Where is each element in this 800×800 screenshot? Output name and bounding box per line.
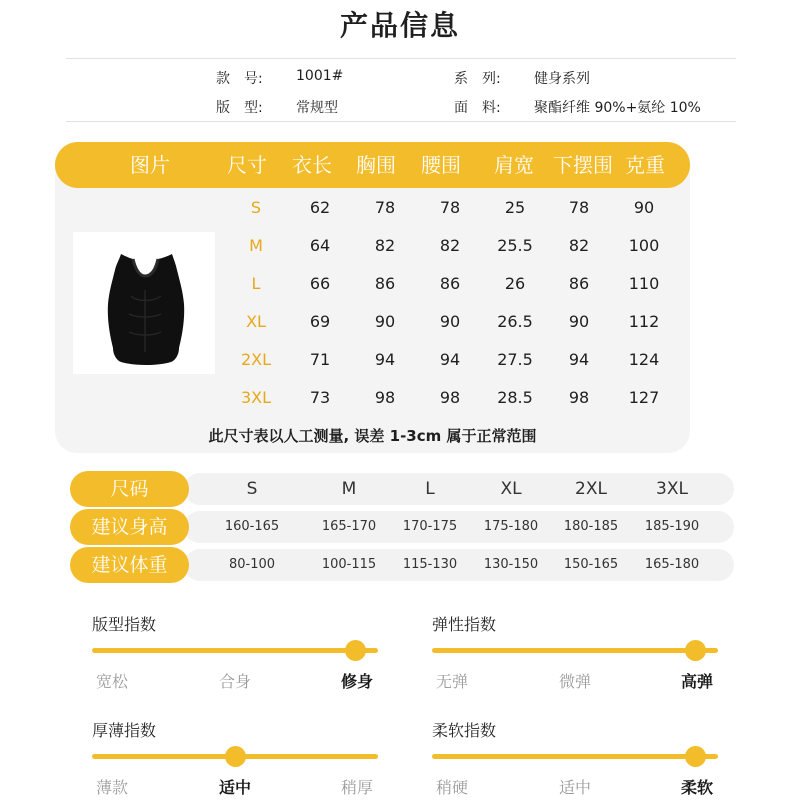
rec-value: 115-130 [402,557,458,572]
header-image: 图片 [130,153,170,177]
info-value-fit: 常规型 [296,100,338,116]
cell-waist: 94 [439,350,461,369]
rec-row-weight [70,547,734,583]
cell-weight: 100 [628,236,660,255]
table-row [55,228,690,264]
cell-length: 71 [309,350,331,369]
index-marker [345,640,366,661]
rec-label-size: 尺码 [70,471,189,507]
index-label: 柔软 [680,778,713,797]
table-row [55,380,690,416]
size-table-header [55,142,690,188]
index-track [432,754,718,759]
index-label: 合身 [218,672,251,691]
index-label: 稍厚 [340,778,373,797]
cell-length: 62 [309,198,331,217]
rec-value: 80-100 [228,557,276,572]
index-label: 适中 [218,778,251,797]
cell-weight: 110 [628,274,660,293]
elasticity-index [432,612,722,692]
rec-value: 175-180 [483,519,539,534]
rec-value: 150-165 [563,557,619,572]
rec-value: S [246,479,258,499]
measurement-note: 此尺寸表以人工测量, 误差 1-3cm 属于正常范围 [208,427,537,445]
cell-weight: 127 [628,388,660,407]
cell-chest: 94 [374,350,396,369]
info-label-style-no: 款 号: [216,71,263,87]
index-label: 适中 [558,778,591,797]
info-value-fabric: 聚酯纤维 90%+氨纶 10% [534,100,701,116]
index-track [92,648,378,653]
index-label: 稍硬 [435,778,468,797]
info-label-series: 系 列: [454,71,501,87]
header-shoulder: 肩宽 [494,153,534,177]
index-label: 高弹 [680,672,713,691]
page-title: 产品信息 [339,9,460,42]
elasticity-index-title: 弹性指数 [432,615,497,634]
cell-hem: 94 [568,350,590,369]
cell-size: L [251,274,261,293]
cell-chest: 82 [374,236,396,255]
table-row [55,304,690,340]
cell-chest: 78 [374,198,396,217]
cell-weight: 112 [628,312,660,331]
rec-value: 100-115 [321,557,377,572]
rec-value: 160-165 [224,519,280,534]
cell-size: 2XL [240,350,272,369]
table-row [55,266,690,302]
cell-shoulder: 26 [504,274,526,293]
cell-length: 64 [309,236,331,255]
cell-size: XL [246,312,266,331]
softness-index-title: 柔软指数 [432,721,497,740]
rec-value: 180-185 [563,519,619,534]
index-track [432,648,718,653]
cell-hem: 90 [568,312,590,331]
fit-index-title: 版型指数 [92,615,157,634]
index-marker [685,746,706,767]
cell-shoulder: 25 [504,198,526,217]
info-value-series: 健身系列 [534,71,590,87]
thickness-index [92,718,382,798]
rec-row-height [70,509,734,545]
cell-weight: 124 [628,350,660,369]
cell-shoulder: 26.5 [497,312,533,331]
rec-value: 3XL [656,479,688,499]
softness-index [432,718,722,798]
cell-waist: 98 [439,388,461,407]
index-label: 修身 [340,672,373,691]
cell-size: 3XL [240,388,272,407]
info-label-fabric: 面 料: [454,100,501,116]
cell-hem: 82 [568,236,590,255]
header-hem: 下摆围 [553,153,613,177]
rec-value: 2XL [575,479,607,499]
rec-value: 170-175 [402,519,458,534]
cell-weight: 90 [633,198,655,217]
rec-value: L [425,479,435,499]
cell-waist: 78 [439,198,461,217]
header-size: 尺寸 [227,153,267,177]
product-info [66,58,736,122]
rec-value: XL [500,479,522,499]
cell-shoulder: 28.5 [497,388,533,407]
info-value-style-no: 1001# [296,68,344,84]
header-length: 衣长 [292,153,332,177]
header-weight: 克重 [625,153,665,177]
cell-chest: 90 [374,312,396,331]
index-label: 无弹 [435,672,468,691]
size-table [55,142,690,453]
rec-row-size [70,471,734,507]
fit-index [92,612,382,692]
cell-length: 66 [309,274,331,293]
cell-waist: 86 [439,274,461,293]
cell-length: 69 [309,312,331,331]
index-marker [685,640,706,661]
index-label: 宽松 [95,672,128,691]
header-waist: 腰围 [421,153,461,177]
cell-chest: 86 [374,274,396,293]
cell-hem: 78 [568,198,590,217]
cell-length: 73 [309,388,331,407]
rec-value: 185-190 [644,519,700,534]
cell-shoulder: 27.5 [497,350,533,369]
table-row [55,342,690,378]
cell-size: S [250,198,262,217]
rec-label-weight: 建议体重 [70,547,189,583]
rec-value: M [341,479,357,499]
table-row [55,190,690,226]
header-chest: 胸围 [356,153,396,177]
info-label-fit: 版 型: [216,100,263,116]
index-label: 微弹 [558,672,591,691]
index-label: 薄款 [95,778,128,797]
cell-hem: 98 [568,388,590,407]
cell-shoulder: 25.5 [497,236,533,255]
cell-hem: 86 [568,274,590,293]
cell-size: M [249,236,263,255]
rec-value: 165-180 [644,557,700,572]
thickness-index-title: 厚薄指数 [92,721,157,740]
rec-value: 130-150 [483,557,539,572]
cell-chest: 98 [374,388,396,407]
rec-value: 165-170 [321,519,377,534]
cell-waist: 90 [439,312,461,331]
cell-waist: 82 [439,236,461,255]
rec-label-height: 建议身高 [70,509,189,545]
index-marker [225,746,246,767]
